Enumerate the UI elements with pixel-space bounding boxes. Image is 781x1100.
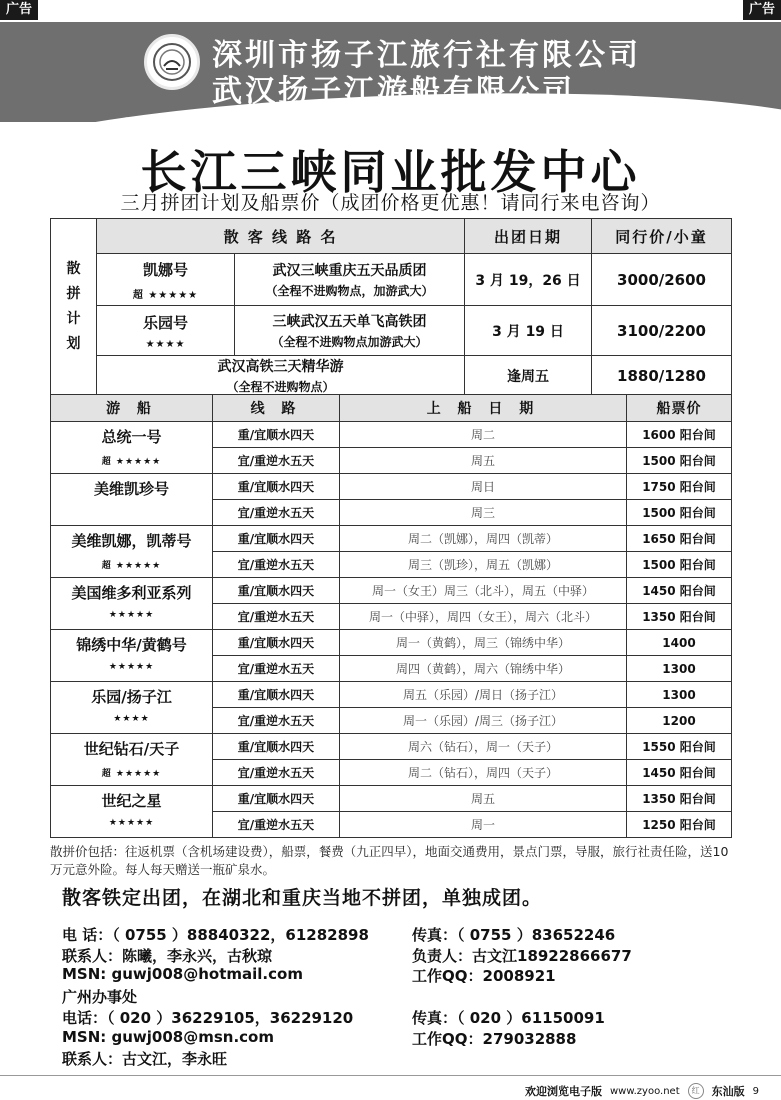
cruise-ship-name: 锦绣中华/黄鹤号: [76, 636, 187, 654]
cruise-row: [51, 786, 732, 812]
cruise-ship-cell: [51, 786, 213, 838]
plan-route-note: （全程不进购物点加游武大）: [271, 335, 428, 349]
cruise-price: 1550 阳台间: [627, 734, 732, 760]
plan-price: 3000/2600: [592, 254, 732, 306]
page-title: 长江三峡同业批发中心: [140, 145, 641, 199]
cruise-ship-cell: [51, 630, 213, 682]
contact-manager: 负责人：古文江18922866677: [412, 947, 632, 965]
plan-route-cell: [235, 306, 465, 356]
cruise-ship-stars: ★★★★★: [108, 610, 155, 620]
plan-route-note: （全程不进购物点，加游武大）: [265, 284, 434, 298]
cruise-route: 宜/重逆水五天: [213, 552, 340, 578]
footer-edition: 东汕版: [711, 1085, 745, 1098]
cruise-ship-name: 美维凯娜，凯蒂号: [71, 532, 192, 550]
cruise-dates: 周五（乐园）/周日（扬子江）: [340, 682, 627, 708]
cruise-price: 1350 阳台间: [627, 786, 732, 812]
footer-site-link[interactable]: www.zyoo.net: [610, 1085, 680, 1097]
plan-header-route: 散 客 线 路 名: [97, 219, 465, 254]
footer-divider: [0, 1075, 781, 1076]
cruise-row: [51, 422, 732, 448]
cruise-row: [51, 526, 732, 552]
cruise-ship-stars: ★★★★★: [108, 662, 155, 672]
plan-header-date: 出团日期: [465, 219, 592, 254]
cruise-ship-cell: [51, 682, 213, 734]
cruise-ship-cell: [51, 526, 213, 578]
cruise-route: 重/宜顺水四天: [213, 474, 340, 500]
page-footer: [525, 1083, 759, 1099]
cruise-row: [51, 630, 732, 656]
cruise-ship-stars: 超 ★★★★★: [101, 769, 162, 779]
cruise-ship-name: 乐园/扬子江: [91, 688, 172, 706]
cruise-price: 1750 阳台间: [627, 474, 732, 500]
company-name-wuhan: 武汉扬子江游船有限公司: [212, 74, 575, 109]
footer-badge-icon: 红: [688, 1083, 704, 1099]
plan-ship-cell: [97, 254, 235, 306]
cruise-price: 1350 阳台间: [627, 604, 732, 630]
plan-price: 3100/2200: [592, 306, 732, 356]
cruise-header-dates: 上 船 日 期: [340, 395, 627, 422]
plan-route-cell: [97, 356, 465, 396]
cruise-route: 重/宜顺水四天: [213, 526, 340, 552]
cruise-ship-cell: [51, 474, 213, 526]
footer-text: 欢迎浏览电子版: [525, 1085, 602, 1098]
plan-ship-stars: ★★★★: [145, 338, 186, 350]
cruise-header-ship: 游 船: [51, 395, 213, 422]
cruise-dates: 周二（钻石），周四（天子）: [340, 760, 627, 786]
cruise-route: 宜/重逆水五天: [213, 656, 340, 682]
plan-date: 3 月 19，26 日: [465, 254, 592, 306]
cruise-route: 重/宜顺水四天: [213, 786, 340, 812]
ad-label-right: 广告: [743, 0, 781, 20]
gz-office-heading: 广州办事处: [62, 988, 138, 1006]
cruise-price: 1250 阳台间: [627, 812, 732, 838]
cruise-route: 重/宜顺水四天: [213, 682, 340, 708]
cruise-price: 1400: [627, 630, 732, 656]
cruise-dates: 周一（中驿），周四（女王），周六（北斗）: [340, 604, 627, 630]
cruise-dates: 周一（乐园）/周三（扬子江）: [340, 708, 627, 734]
cruise-route: 重/宜顺水四天: [213, 422, 340, 448]
cruise-dates: 周二（凯娜），周四（凯蒂）: [340, 526, 627, 552]
plan-date: 逢周五: [465, 356, 592, 396]
plan-ship-name: 凯娜号: [142, 260, 188, 279]
plan-price: 1880/1280: [592, 356, 732, 396]
cruise-route: 重/宜顺水四天: [213, 734, 340, 760]
contact-msn: MSN: guwj008@hotmail.com: [62, 965, 303, 983]
plan-ship-stars: 超 ★★★★★: [132, 289, 199, 301]
cruise-ship-stars: ★★★★★: [108, 818, 155, 828]
page-subtitle: 三月拼团计划及船票价（成团价格更优惠！请同行来电咨询）: [120, 192, 661, 214]
cruise-dates: 周二: [340, 422, 627, 448]
cruise-price: 1300: [627, 682, 732, 708]
cruise-route: 宜/重逆水五天: [213, 708, 340, 734]
contact-people: 联系人：陈曦，李永兴，古秋琼: [62, 947, 273, 965]
cruise-price: 1500 阳台间: [627, 448, 732, 474]
cruise-dates: 周一（女王）周三（北斗），周五（中驿）: [340, 578, 627, 604]
cruise-dates: 周六（钻石），周一（天子）: [340, 734, 627, 760]
cruise-route: 宜/重逆水五天: [213, 604, 340, 630]
plan-ship-name: 乐园号: [142, 313, 188, 332]
cruise-route: 宜/重逆水五天: [213, 448, 340, 474]
contact-qq: 工作QQ：2008921: [412, 967, 556, 985]
cruise-dates: 周四（黄鹤），周六（锦绣中华）: [340, 656, 627, 682]
contact-phone: 电 话：（ 0755 ）88840322，61282898: [62, 926, 369, 944]
cruise-dates: 周五: [340, 448, 627, 474]
cruise-price: 1450 阳台间: [627, 760, 732, 786]
cruise-price: 1600 阳台间: [627, 422, 732, 448]
footer-page-number: 9: [752, 1085, 759, 1097]
cruise-price: 1500 阳台间: [627, 552, 732, 578]
cruise-ship-cell: [51, 578, 213, 630]
plan-route-name: 武汉高铁三天精华游: [217, 359, 344, 375]
company-logo-icon: [144, 34, 200, 90]
cruise-header-route: 线 路: [213, 395, 340, 422]
gz-people: 联系人：古文江，李永旺: [62, 1050, 228, 1068]
cruise-price: 1650 阳台间: [627, 526, 732, 552]
cruise-dates: 周一（黄鹤），周三（锦绣中华）: [340, 630, 627, 656]
cruise-price: 1500 阳台间: [627, 500, 732, 526]
cruise-row: [51, 734, 732, 760]
plan-section-label: 散拼计划: [51, 219, 97, 396]
cruise-row: [51, 578, 732, 604]
plan-route-cell: [235, 254, 465, 306]
plan-route-name: 三峡武汉五天单飞高铁团: [272, 314, 427, 330]
plan-date: 3 月 19 日: [465, 306, 592, 356]
cruise-route: 宜/重逆水五天: [213, 500, 340, 526]
cruise-ship-name: 美国维多利亚系列: [71, 584, 192, 602]
cruise-dates: 周一: [340, 812, 627, 838]
gz-msn: MSN: guwj008@msn.com: [62, 1028, 274, 1046]
cruise-ship-name: 世纪之星: [101, 792, 162, 810]
plan-ship-cell: [97, 306, 235, 356]
cruise-ship-name: 总统一号: [101, 428, 162, 446]
gz-phone: 电话：（ 020 ）36229105，36229120: [62, 1009, 354, 1027]
company-name-shenzhen: 深圳市扬子江旅行社有限公司: [212, 38, 641, 73]
cruise-route: 宜/重逆水五天: [213, 760, 340, 786]
slogan-text: 散客铁定出团，在湖北和重庆当地不拼团，单独成团。: [62, 887, 543, 909]
group-plan-table: [50, 218, 732, 396]
contact-fax: 传真：（ 0755 ）83652246: [412, 926, 616, 944]
cruise-price: 1200: [627, 708, 732, 734]
cruise-price: 1450 阳台间: [627, 578, 732, 604]
cruise-ship-stars: 超 ★★★★★: [101, 457, 162, 467]
cruise-ship-name: 世纪钻石/天子: [83, 740, 180, 758]
price-includes-note: 散拼价包括：往返机票（含机场建设费），船票，餐费（九正四早），地面交通费用，景点门票，导服，旅行社责任险，送10万元意外险。每人每天赠送一瓶矿泉水。: [50, 844, 729, 877]
cruise-route: 宜/重逆水五天: [213, 812, 340, 838]
cruise-dates: 周日: [340, 474, 627, 500]
cruise-ship-cell: [51, 734, 213, 786]
cruise-ship-stars: ★★★★: [113, 714, 150, 724]
gz-fax: 传真：（ 020 ）61150091: [412, 1009, 605, 1027]
plan-route-name: 武汉三峡重庆五天品质团: [272, 263, 427, 279]
cruise-ship-stars: 超 ★★★★★: [101, 561, 162, 571]
cruise-ship-name: 美维凯珍号: [93, 480, 169, 498]
cruise-ship-cell: [51, 422, 213, 474]
cruise-route: 重/宜顺水四天: [213, 630, 340, 656]
ad-label-left: 广告: [0, 0, 38, 20]
gz-qq: 工作QQ：279032888: [412, 1030, 577, 1048]
plan-header-price: 同行价/小童: [592, 219, 732, 254]
cruise-route: 重/宜顺水四天: [213, 578, 340, 604]
plan-route-note: （全程不进购物点）: [226, 380, 335, 394]
cruise-header-price: 船票价: [627, 395, 732, 422]
cruise-row: [51, 682, 732, 708]
cruise-dates: 周三（凯珍），周五（凯娜）: [340, 552, 627, 578]
cruise-dates: 周三: [340, 500, 627, 526]
cruise-price-table: [50, 394, 732, 838]
cruise-dates: 周五: [340, 786, 627, 812]
cruise-row: [51, 474, 732, 500]
cruise-price: 1300: [627, 656, 732, 682]
